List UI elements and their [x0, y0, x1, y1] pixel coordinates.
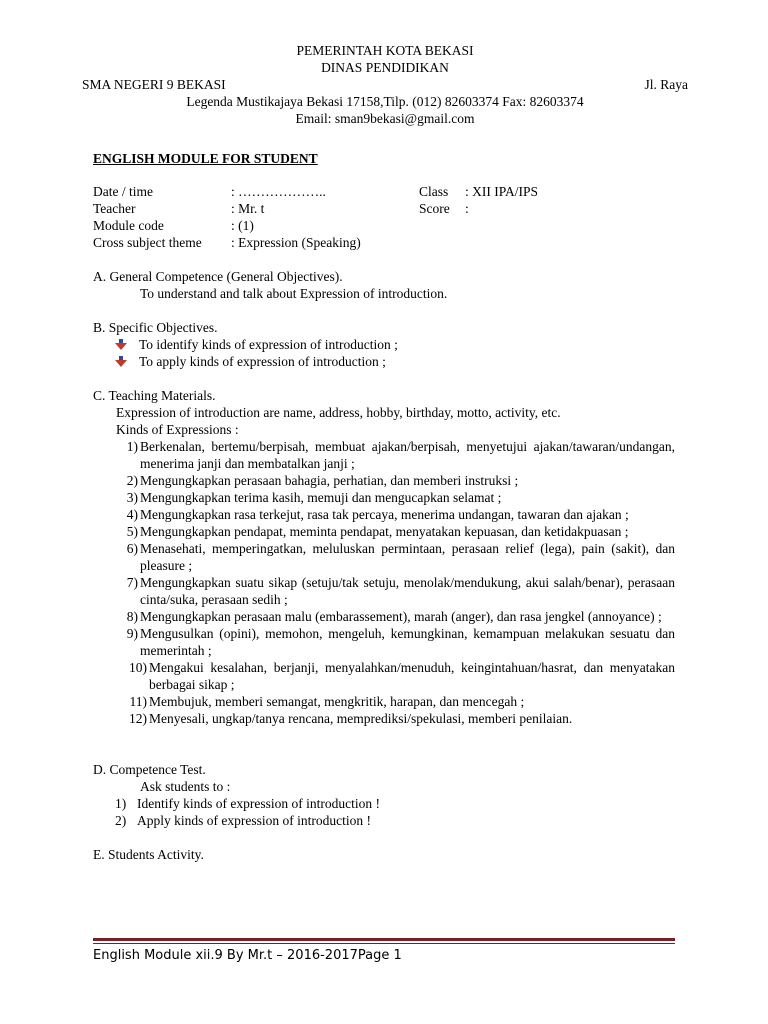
header-email: Email: sman9bekasi@gmail.com	[295, 111, 475, 126]
footer-rule-thin	[93, 943, 675, 944]
item-number: 5)	[126, 524, 138, 539]
class-label: Class	[419, 184, 449, 199]
item-number: 2)	[126, 473, 138, 488]
list-item	[118, 523, 675, 540]
letterhead	[82, 42, 688, 127]
teacher-label: Teacher	[93, 201, 136, 216]
item-number: 9)	[126, 626, 138, 641]
competence-test-list	[93, 795, 675, 829]
item-number: 10)	[129, 660, 147, 675]
section-general-competence	[93, 268, 675, 302]
item-number: 2)	[115, 813, 127, 828]
item-text: Mengakui kesalahan, berjanji, menyalahkan/menuduh, keingintahuan/hasrat, dan menyatakan berbagai sikap ;	[149, 660, 675, 692]
date-value: : ………………..	[231, 184, 326, 199]
class-value: : XII IPA/IPS	[465, 184, 539, 199]
item-text: Berkenalan, bertemu/berpisah, membuat ajakan/berpisah, menyetujui ajakan/tawaran/undangan, menerima janji dan membatalkan janji ;	[140, 439, 675, 471]
item-number: 11)	[129, 694, 147, 709]
section-students-activity	[93, 846, 675, 863]
module-content	[93, 150, 675, 863]
header-school-row	[82, 76, 688, 93]
list-item	[118, 710, 675, 727]
section-a-text: To understand and talk about Expression of introduction.	[140, 286, 448, 301]
kinds-of-expressions-list	[93, 438, 675, 727]
list-item	[118, 608, 675, 625]
list-item	[118, 540, 675, 574]
list-item	[115, 353, 675, 370]
theme-label: Cross subject theme	[93, 235, 202, 250]
item-text: Apply kinds of expression of introduction !	[137, 813, 371, 828]
item-text: Mengungkapkan rasa terkejut, rasa tak percaya, menerima undangan, tawaran dan ajakan ;	[140, 507, 629, 522]
item-text: Mengungkapkan pendapat, meminta pendapat, menyatakan kepuasan, dan ketidakpuasan ;	[140, 524, 629, 539]
item-number: 7)	[126, 575, 138, 590]
theme-value: : Expression (Speaking)	[231, 235, 361, 250]
kinds-label: Kinds of Expressions :	[116, 422, 239, 437]
list-item	[118, 625, 675, 659]
list-item	[118, 574, 675, 608]
list-item	[118, 438, 675, 472]
module-title: ENGLISH MODULE FOR STUDENT	[93, 151, 318, 166]
item-text: Mengungkapkan terima kasih, memuji dan mengucapkan selamat ;	[140, 490, 502, 505]
list-item	[118, 472, 675, 489]
section-specific-objectives	[93, 319, 675, 370]
footer-rule-thick	[93, 938, 675, 941]
section-teaching-materials	[93, 387, 675, 727]
section-a-heading: A. General Competence (General Objectives).	[93, 269, 343, 284]
objective-text: To apply kinds of expression of introduction ;	[139, 354, 386, 369]
section-b-heading: B. Specific Objectives.	[93, 320, 218, 335]
header-government: PEMERINTAH KOTA BEKASI	[296, 43, 474, 58]
list-item	[118, 489, 675, 506]
item-number: 1)	[126, 439, 138, 454]
arrow-down-bullet-icon	[115, 356, 127, 367]
footer-rule	[93, 938, 675, 944]
section-competence-test	[93, 761, 675, 829]
list-item	[118, 693, 675, 710]
module-code-value: : (1)	[231, 218, 254, 233]
item-text: Menyesali, ungkap/tanya rencana, memprediksi/spekulasi, memberi penilaian.	[149, 711, 573, 726]
item-text: Menasehati, memperingatkan, meluluskan permintaan, perasaan relief (lega), pain (sakit), dan pleasure ;	[140, 541, 675, 573]
objective-text: To identify kinds of expression of introduction ;	[139, 337, 398, 352]
score-label: Score	[419, 201, 450, 216]
objectives-list	[93, 336, 675, 370]
header-school-name: SMA NEGERI 9 BEKASI	[82, 77, 226, 92]
list-item	[115, 336, 675, 353]
item-number: 4)	[126, 507, 138, 522]
item-text: Mengungkapkan perasaan bahagia, perhatian, dan memberi instruksi ;	[140, 473, 519, 488]
header-street: Jl. Raya	[644, 77, 688, 92]
section-e-heading: E. Students Activity.	[93, 847, 204, 862]
list-item	[118, 506, 675, 523]
page-footer: English Module xii.9 By Mr.t – 2016-2017Page 1	[93, 948, 402, 963]
section-c-heading: C. Teaching Materials.	[93, 388, 216, 403]
item-number: 6)	[126, 541, 138, 556]
list-item	[115, 795, 675, 812]
item-text: Mengungkapkan suatu sikap (setuju/tak setuju, menolak/mendukung, akui salah/benar), perasaan cinta/suka, perasaan sedih ;	[140, 575, 675, 607]
header-address: Legenda Mustikajaya Bekasi 17158,Tilp. (012) 82603374 Fax: 82603374	[186, 94, 584, 109]
section-d-heading: D. Competence Test.	[93, 762, 206, 777]
score-value: :	[465, 201, 469, 216]
item-number: 12)	[129, 711, 147, 726]
date-label: Date / time	[93, 184, 153, 199]
item-text: Mengusulkan (opini), memohon, mengeluh, kemungkinan, kemampuan melakukan sesuatu dan memerintah ;	[140, 626, 675, 658]
module-code-label: Module code	[93, 218, 164, 233]
item-number: 3)	[126, 490, 138, 505]
module-info-grid	[93, 183, 675, 251]
item-text: Membujuk, memberi semangat, mengkritik, harapan, dan mencegah ;	[149, 694, 525, 709]
teacher-value: : Mr. t	[231, 201, 265, 216]
item-number: 1)	[115, 796, 127, 811]
section-d-intro: Ask students to :	[140, 779, 231, 794]
item-text: Identify kinds of expression of introduction !	[137, 796, 380, 811]
list-item	[115, 812, 675, 829]
section-c-intro: Expression of introduction are name, address, hobby, birthday, motto, activity, etc.	[116, 405, 561, 420]
list-item	[118, 659, 675, 693]
arrow-down-bullet-icon	[115, 339, 127, 350]
item-text: Mengungkapkan perasaan malu (embarassement), marah (anger), dan rasa jengkel (annoyance) ;	[140, 609, 662, 624]
item-number: 8)	[126, 609, 138, 624]
header-department: DINAS PENDIDIKAN	[321, 60, 449, 75]
